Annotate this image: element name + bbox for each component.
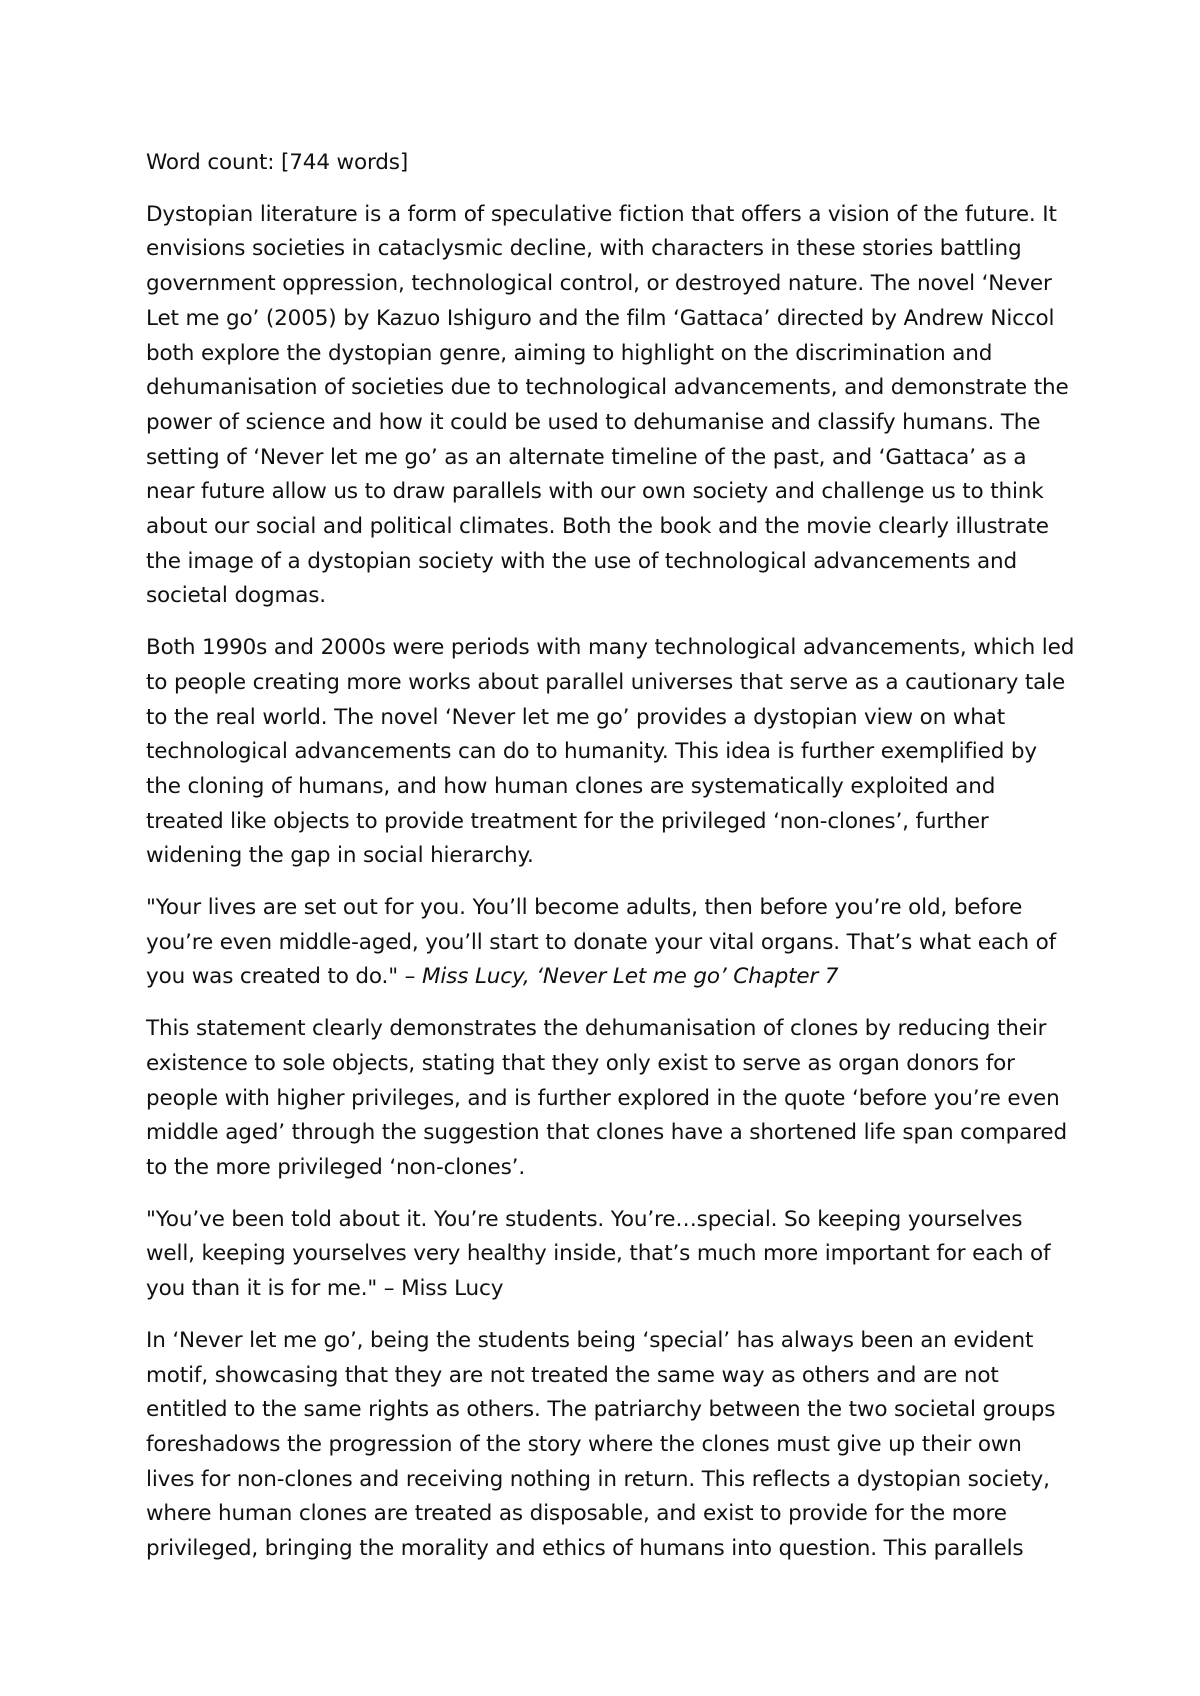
paragraph-context: Both 1990s and 2000s were periods with many technological advancements, which led to people creating more works about parallel universes that serve as a cautionary tale to the real world. The novel ‘Never let me go’ provides a dystopian view on what technological advancements can do to humanity. This idea is further exemplified by the cloning of humans, and how human clones are systematically exploited and treated like objects to provide treatment for the privileged ‘non-clones’, further widening the gap in social hierarchy. xyxy=(146,635,1075,869)
paragraph-analysis-1: This statement clearly demonstrates the dehumanisation of clones by reducing their existence to sole objects, stating that they only exist to serve as organ donors for people with higher privileges, and is further explored in the quote ‘before you’re even middle aged’ through the suggestion that clones have a shortened life span compared to the more privileged ‘non-clones’. xyxy=(146,1016,1067,1180)
word-count: Word count: [744 words] xyxy=(146,150,409,175)
quote-citation: Miss Lucy, ‘Never Let me go’ Chapter 7 xyxy=(421,964,839,990)
quote-text: "Your lives are set out for you. You’ll become adults, then before you’re old, before you’re even middle-aged, you’ll start to donate your vital organs. That’s what each of you was created to do." – xyxy=(146,895,1057,990)
paragraph-analysis-2: In ‘Never let me go’, being the students being ‘special’ has always been an evident motif, showcasing that they are not treated the same way as others and are not entitled to the same rights as others. The patriarchy between the two societal groups foreshadows the progression of the story where the clones must give up their own lives for non-clones and receiving nothing in return. This reflects a dystopian society, where human clones are treated as disposable, and exist to provide for the more privileged, bringing the morality and ethics of humans into question. This parallels xyxy=(146,1327,1056,1562)
paragraph-intro: Dystopian literature is a form of speculative fiction that offers a vision of the future. It envisions societies in cataclysmic decline, with characters in these stories battling government oppression, technological control, or destroyed nature. The novel ‘Never Let me go’ (2005) by Kazuo Ishiguro and the film ‘Gattaca’ directed by Andrew Niccol both explore the dystopian genre, aiming to highlight on the discrimination and dehumanisation of societies due to technological advancements, and demonstrate the power of science and how it could be used to dehumanise and classify humans. The setting of ‘Never let me go’ as an alternate timeline of the past, and ‘Gattaca’ as a near future allow us to draw parallels with our own society and challenge us to think about our social and political climates. Both the book and the movie clearly illustrate the image of a dystopian society with the use of technological advancements and societal dogmas. xyxy=(146,201,1069,609)
quote-miss-lucy-special: "You’ve been told about it. You’re students. You’re…special. So keeping yourselves well, keeping yourselves very healthy inside, that’s much more important for each of you than it is for me." – Miss Lucy xyxy=(146,1206,1051,1302)
quote-miss-lucy-chapter-7 xyxy=(146,891,1076,995)
document-body xyxy=(146,146,1076,1584)
